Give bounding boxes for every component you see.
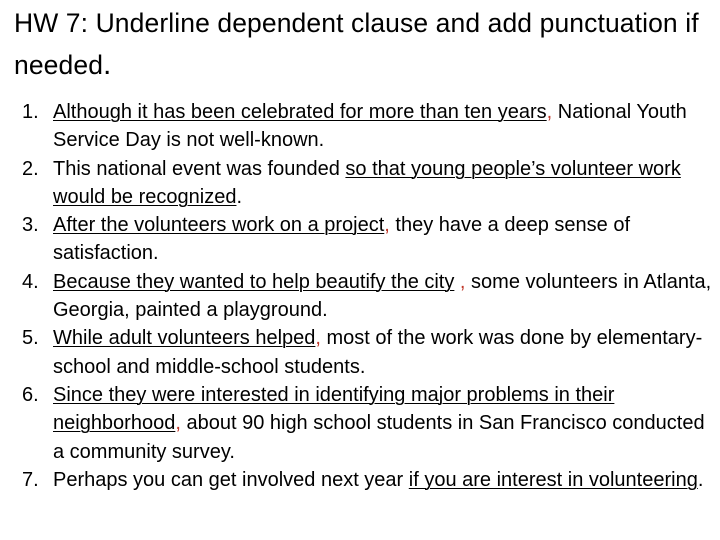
added-punctuation: , (454, 270, 472, 293)
item-sentence (53, 381, 712, 466)
added-punctuation: , (546, 101, 553, 123)
item-number: 5. (22, 327, 39, 350)
item-number: 7. (22, 468, 39, 491)
dependent-clause: Since they were interested in identifying major problems in their neighborhood (53, 383, 615, 435)
sentence-text: Perhaps you can get involved next year (53, 468, 409, 491)
item-sentence (53, 211, 712, 268)
dependent-clause: While adult volunteers helped (53, 327, 316, 350)
dependent-clause: so that young people’s volunteer work would be recognized (53, 157, 681, 208)
item-number: 3. (22, 214, 39, 237)
added-punctuation: , (175, 412, 181, 435)
title-period: . (103, 48, 112, 81)
item-sentence (53, 155, 712, 212)
list-item-4 (22, 268, 712, 325)
title-text: HW 7: Underline dependent clause and add punctuation if needed (14, 8, 699, 80)
page-title (14, 2, 704, 86)
sentence-text: some volunteers in Atlanta, Georgia, painted a playground. (53, 270, 712, 322)
item-sentence (53, 268, 712, 325)
added-punctuation: , (384, 214, 390, 237)
list-item-1 (22, 98, 712, 155)
dependent-clause: Because they wanted to help beautify the city (53, 270, 455, 293)
sentence-text: . (697, 468, 704, 491)
item-sentence (53, 324, 712, 381)
dependent-clause: After the volunteers work on a project (53, 214, 385, 237)
sentence-text: This national event was founded (53, 157, 346, 180)
item-sentence (53, 98, 712, 155)
added-punctuation: , (315, 327, 321, 350)
item-number: 2. (22, 157, 39, 180)
sentence-text: about 90 high school students in San Francisco conducted a community survey. (53, 412, 705, 463)
list-item-6 (22, 381, 712, 466)
sentence-text: they have a deep sense of satisfaction. (53, 214, 631, 265)
item-number: 6. (22, 383, 39, 406)
sentence-text: . (236, 185, 243, 208)
sentence-text: most of the work was done by elementary-school and middle-school students. (53, 327, 703, 378)
item-number: 1. (22, 101, 39, 123)
sentence-text: National Youth Service Day is not well-known. (53, 101, 687, 152)
item-sentence (53, 466, 712, 494)
sentence-list (22, 98, 712, 494)
item-number: 4. (22, 270, 39, 293)
list-item-7 (22, 466, 712, 494)
list-item-5 (22, 324, 712, 381)
list-item-2 (22, 155, 712, 212)
dependent-clause: if you are interest in volunteering (408, 468, 698, 491)
list-item-3 (22, 211, 712, 268)
dependent-clause: Although it has been celebrated for more than ten years (53, 101, 547, 123)
